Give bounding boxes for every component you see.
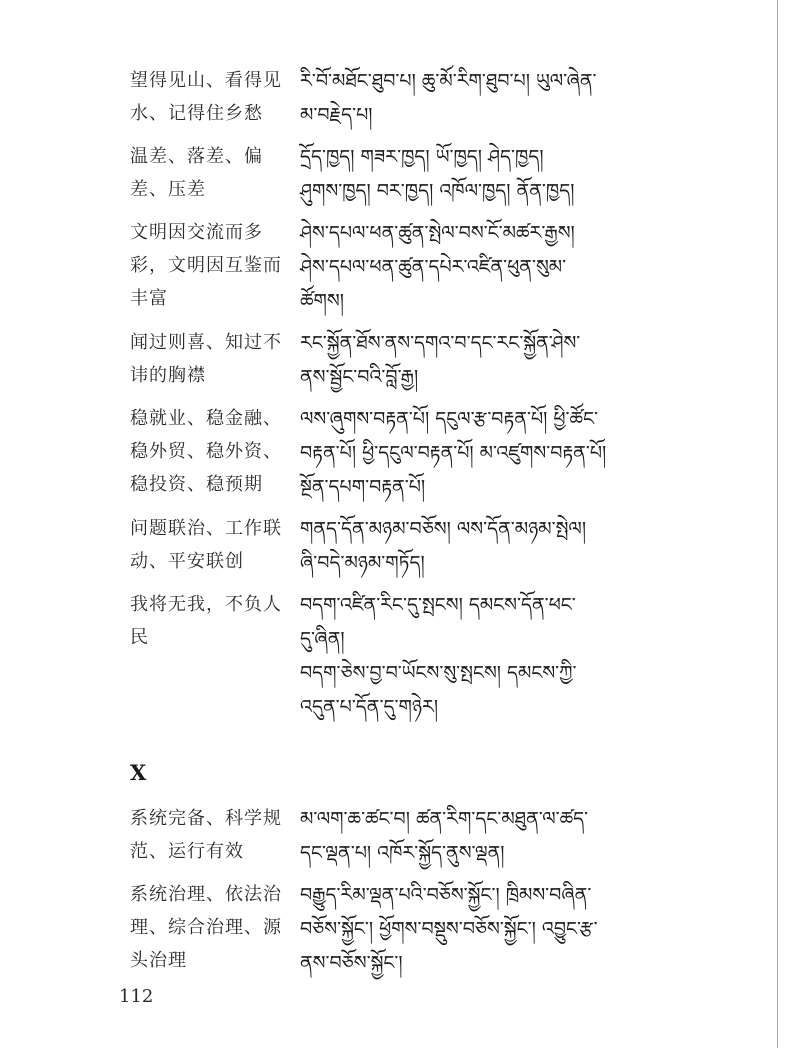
glossary-entry	[130, 402, 690, 504]
page-number: 112	[119, 986, 154, 1007]
chinese-line: 理、综合治理、源	[130, 917, 282, 938]
tibetan-line: བརྟན་པོ། ཕྱི་དངུལ་བརྟན་པོ། མ་འཛུགས་བརྟན་པོ།	[300, 442, 607, 464]
chinese-line: 讳的胸襟	[130, 365, 206, 386]
tibetan-translation	[300, 64, 690, 132]
tibetan-line: ནས་སྦྱོང་བའི་བློ་རྒྱ།	[300, 366, 419, 388]
chinese-line: 望得见山、看得见	[130, 70, 282, 91]
glossary-entry	[130, 64, 690, 132]
glossary-entries	[130, 64, 690, 732]
tibetan-line: སྔོན་དཔག་བརྟན་པོ།	[300, 476, 426, 498]
chinese-line: 头治理	[130, 950, 187, 971]
chinese-line: 彩，文明因互鉴而	[130, 255, 282, 276]
chinese-term	[130, 326, 300, 392]
glossary-entry	[130, 588, 690, 724]
glossary-entry	[130, 326, 690, 394]
tibetan-line: ཚོགས།	[300, 290, 344, 312]
chinese-term	[130, 64, 300, 130]
chinese-line: 系统治理、依法治	[130, 884, 282, 905]
chinese-line: 问题联治、工作联	[130, 518, 282, 539]
chinese-line: 温差、落差、偏	[130, 146, 263, 167]
tibetan-line: དུ་ཞིན།	[300, 628, 345, 650]
chinese-line: 文明因交流而多	[130, 222, 263, 243]
page-edge-rule	[777, 0, 778, 1048]
glossary-entry	[130, 512, 690, 580]
chinese-term	[130, 512, 300, 578]
tibetan-line: གནད་དོན་མཉམ་བཅོས། ལས་དོན་མཉམ་སྤེལ།	[300, 518, 587, 540]
chinese-line: 闻过则喜、知过不	[130, 332, 282, 353]
tibetan-line: དྲོད་ཁྱད། གཟར་ཁྱད། ཡོ་ཁྱད། ཤེད་ཁྱད།	[300, 146, 544, 168]
chinese-line: 丰富	[130, 288, 168, 309]
tibetan-line: བརྒྱུད་རིམ་ལྡན་པའི་བཅོས་སྐྱོང་། ཁྲིམས་བཞིན་	[300, 884, 592, 906]
chinese-line: 范、运行有效	[130, 841, 244, 862]
tibetan-line: བདག་ཅེས་བྱ་བ་ཡོངས་སུ་སྤངས། དམངས་ཀྱི་	[300, 662, 577, 684]
tibetan-line: ནས་བཅོས་སྐྱོང་།	[300, 952, 403, 974]
glossary-entry	[130, 802, 690, 870]
tibetan-line: རི་བོ་མཐོང་ཐུབ་པ། ཆུ་མོ་རིག་ཐུབ་པ། ཡུལ་ཞེན་	[300, 70, 597, 92]
chinese-line: 动、平安联创	[130, 551, 244, 572]
tibetan-translation	[300, 878, 690, 980]
tibetan-line: ཤུགས་ཁྱད། བར་ཁྱད། འཁོལ་ཁྱད། ནོན་ཁྱད།	[300, 180, 575, 202]
chinese-line: 稳外贸、稳外资、	[130, 441, 282, 462]
chinese-term	[130, 878, 300, 977]
chinese-term	[130, 402, 300, 501]
glossary-entry	[130, 216, 690, 318]
tibetan-line: རང་སྐྱོན་ཐོས་ནས་དགའ་བ་དང་རང་སྐྱོན་ཤེས་	[300, 332, 581, 354]
chinese-line: 民	[130, 627, 149, 648]
chinese-term	[130, 802, 300, 868]
tibetan-translation	[300, 216, 690, 318]
chinese-term	[130, 588, 300, 654]
glossary-entry	[130, 140, 690, 208]
tibetan-translation	[300, 802, 690, 870]
chinese-line: 稳投资、稳预期	[130, 474, 263, 495]
chinese-line: 水、记得住乡愁	[130, 103, 263, 124]
chinese-line: 系统完备、科学规	[130, 808, 282, 829]
chinese-term	[130, 216, 300, 315]
tibetan-translation	[300, 512, 690, 580]
tibetan-line: ཤེས་དཔལ་ཕན་ཚུན་དཔེར་འཛིན་ཕུན་སུམ་	[300, 256, 567, 278]
tibetan-translation	[300, 326, 690, 394]
tibetan-line: ལས་ཞུགས་བརྟན་པོ། དངུལ་རྩ་བརྟན་པོ། ཕྱི་ཚོང་	[300, 408, 599, 430]
section-letter-heading: X	[130, 760, 147, 785]
glossary-entries-x	[130, 802, 690, 988]
tibetan-line: ཞི་བདེ་མཉམ་གཏོད།	[300, 552, 425, 574]
tibetan-translation	[300, 140, 690, 208]
tibetan-line: བཅོས་སྐྱོང་། ཕྱོགས་བསྡུས་བཅོས་སྐྱོང་། འབྱུང་རྩ་	[300, 918, 598, 940]
chinese-term	[130, 140, 300, 206]
tibetan-line: དང་ལྡན་པ། འཁོར་སྐྱོད་ནུས་ལྡན།	[300, 842, 505, 864]
tibetan-line: བདག་འཛིན་རིང་དུ་སྤངས། དམངས་དོན་ཕང་	[300, 594, 576, 616]
tibetan-translation	[300, 402, 690, 504]
glossary-entry	[130, 878, 690, 980]
chinese-line: 差、压差	[130, 179, 206, 200]
tibetan-line: མ་ལག་ཆ་ཚང་བ། ཚན་རིག་དང་མཐུན་ལ་ཚད་	[300, 808, 589, 830]
chinese-line: 稳就业、稳金融、	[130, 408, 282, 429]
tibetan-translation	[300, 588, 690, 724]
tibetan-line: འདུན་པ་དོན་དུ་གཉེར།	[300, 696, 439, 718]
tibetan-line: མ་བརྗེད་པ།	[300, 104, 373, 126]
chinese-line: 我将无我，不负人	[130, 594, 282, 615]
tibetan-line: ཤེས་དཔལ་ཕན་ཚུན་སྤེལ་བས་ངོ་མཚར་རྒྱས།	[300, 222, 575, 244]
